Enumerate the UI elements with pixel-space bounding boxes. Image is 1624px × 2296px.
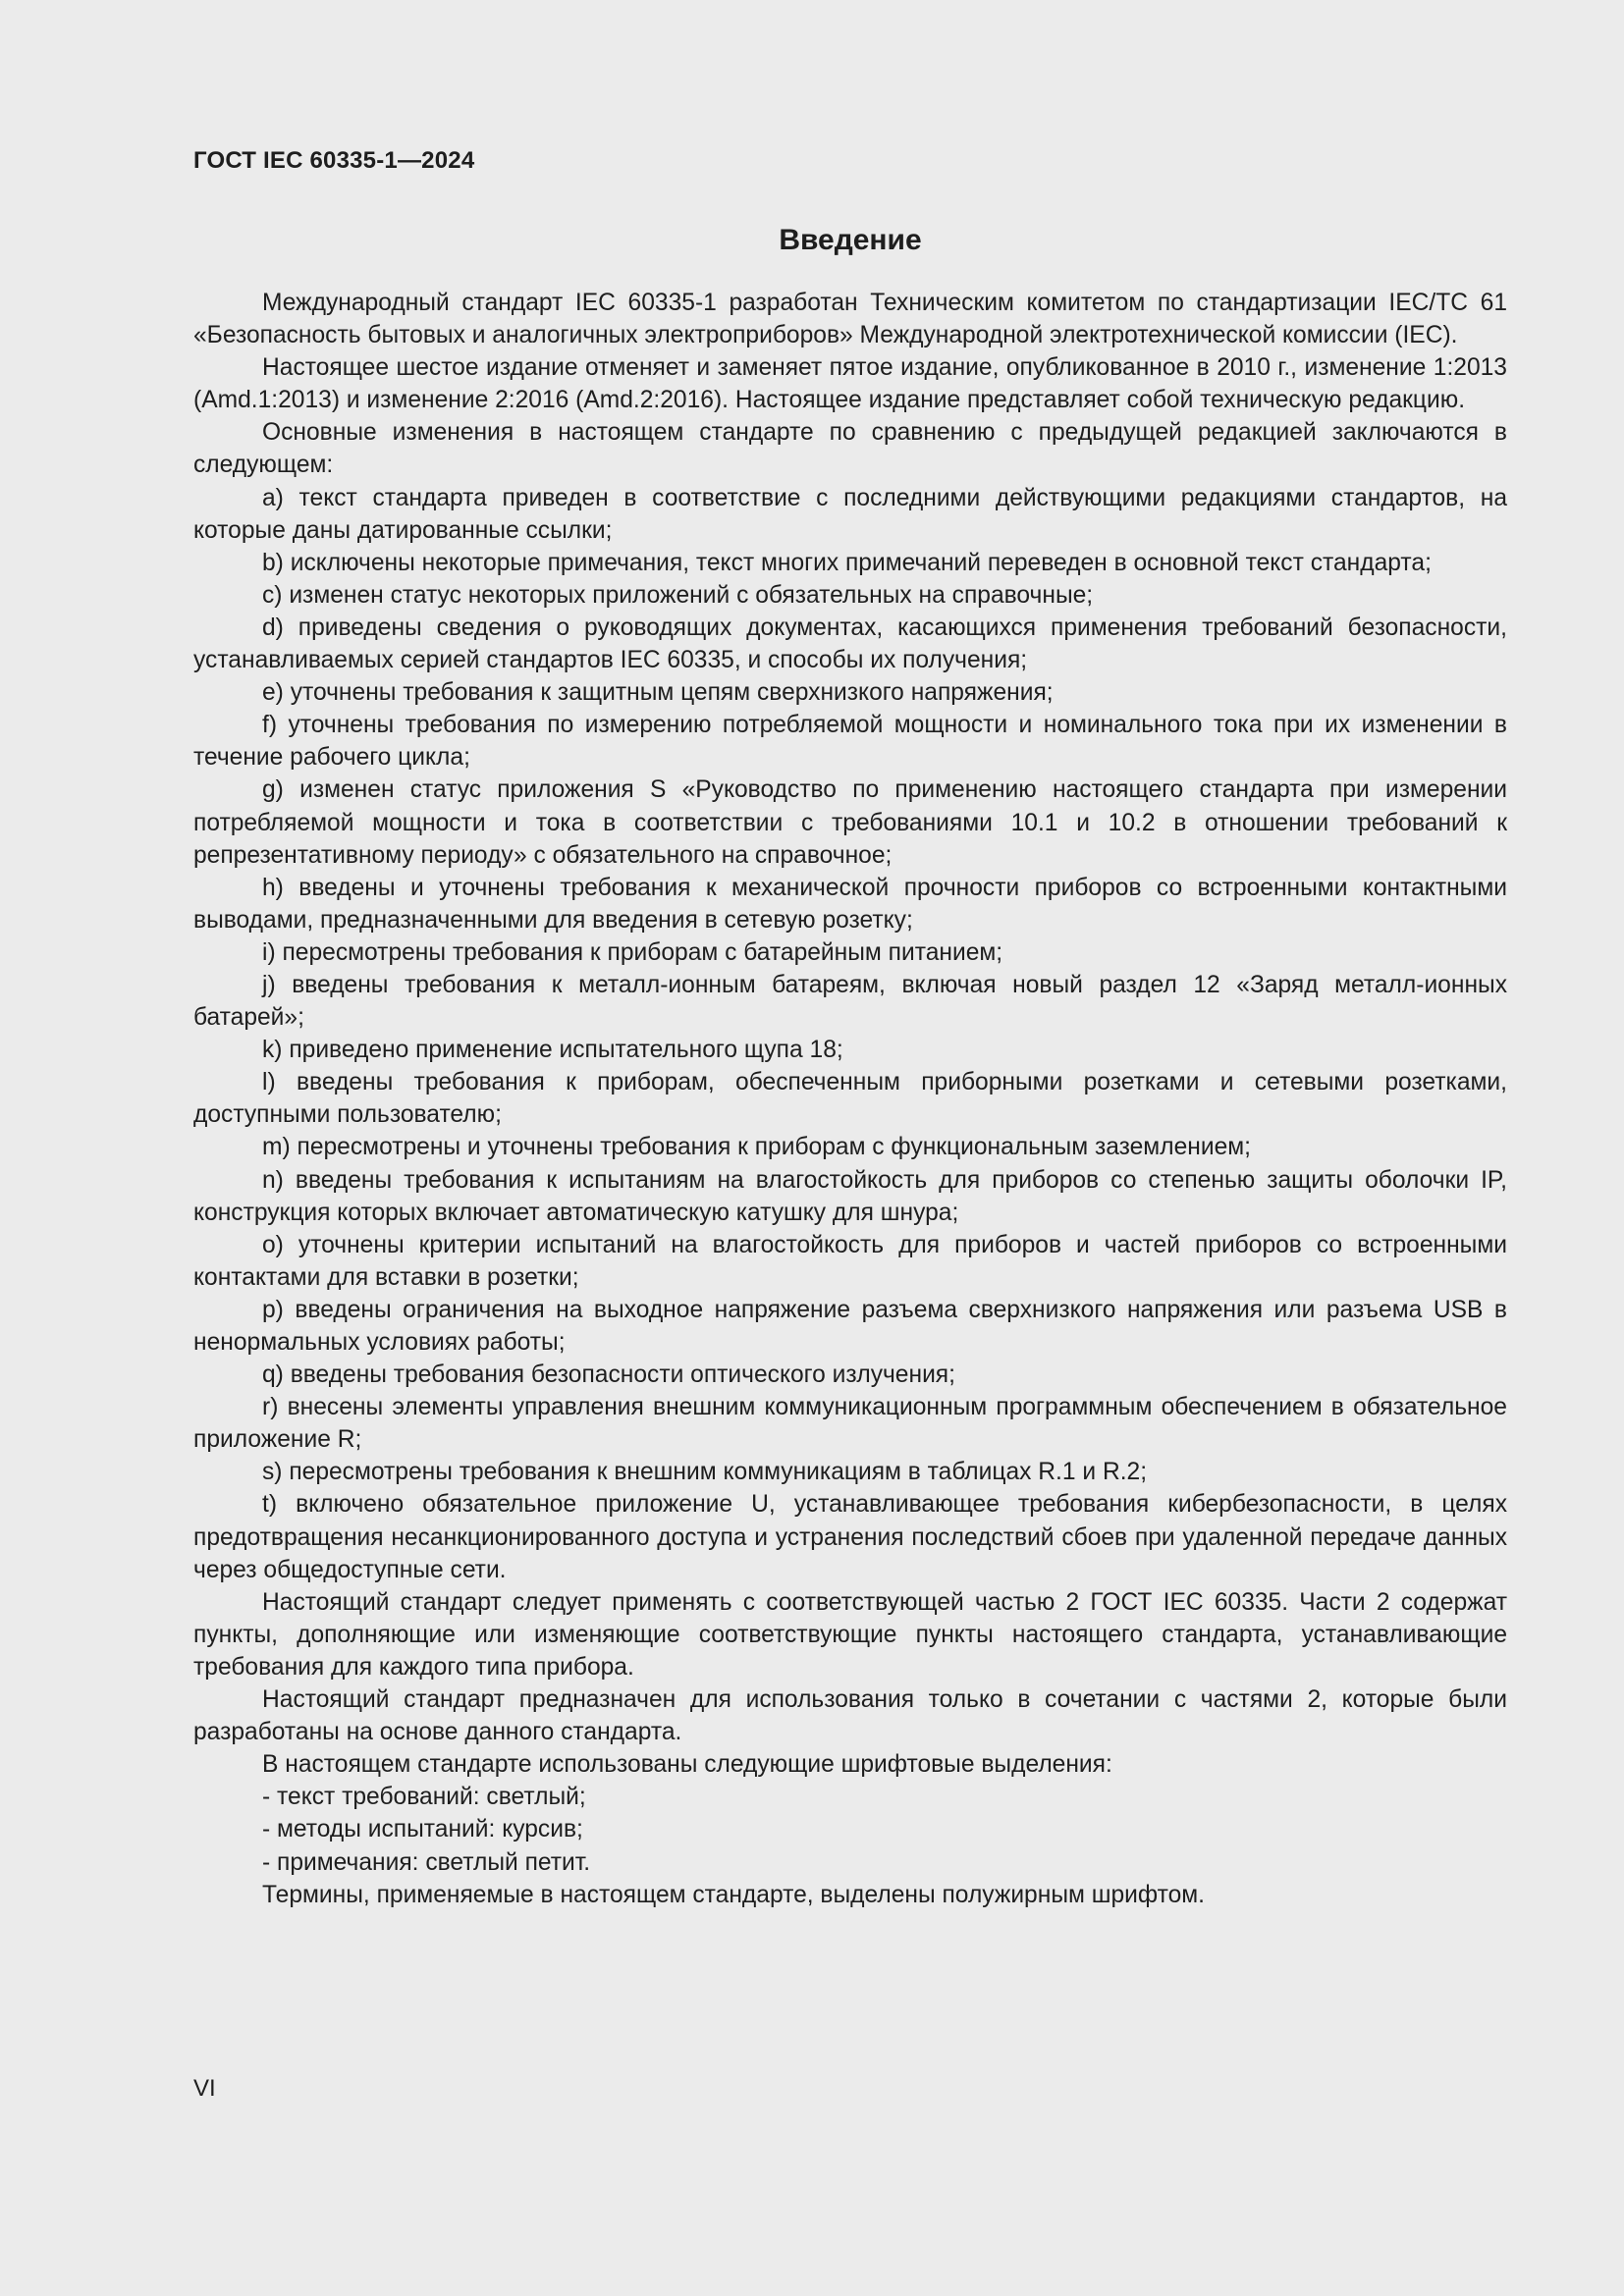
paragraph: Термины, применяемые в настоящем стандарте, выделены полужирным шрифтом. — [262, 1881, 1205, 1908]
list-item: s) пересмотрены требования к внешним коммуникациям в таблицах R.1 и R.2; — [262, 1459, 1148, 1486]
list-item: h) введены и уточнены требования к механической прочности приборов со встроенными контактными выводами, предназначенными для введения в сетевую розетку; — [193, 874, 1507, 934]
paragraph: Настоящий стандарт предназначен для использования только в сочетании с частями 2, которые были разработаны на основе данного стандарта. — [193, 1686, 1507, 1746]
list-item: t) включено обязательное приложение U, устанавливающее требования кибербезопасности, в целях предотвращения несанкционированного доступа и устранения последствий сбоев при удаленной передаче данных через общедоступные сети. — [193, 1491, 1507, 1583]
list-item: g) изменен статус приложения S «Руководство по применению настоящего стандарта при измерении потребляемой мощности и тока в соответствии с требованиями 10.1 и 10.2 в отношении требований к репрезентативному периоду» с обязательного на справочное; — [193, 776, 1507, 869]
introduction-body — [193, 287, 1507, 1911]
list-item: f) уточнены требования по измерению потребляемой мощности и номинального тока при их изменении в течение рабочего цикла; — [193, 712, 1507, 772]
paragraph: Настоящий стандарт следует применять с соответствующей частью 2 ГОСТ IEC 60335. Части 2 содержат пункты, дополняющие или изменяющие соответствующие пункты настоящего стандарта, устанавливающие требования для каждого типа прибора. — [193, 1588, 1507, 1681]
list-item: l) введены требования к приборам, обеспеченным приборными розетками и сетевыми розетками, доступными пользователю; — [193, 1069, 1507, 1129]
list-item: i) пересмотрены требования к приборам с батарейным питанием; — [262, 938, 1003, 966]
page-number: VI — [193, 2075, 216, 2102]
paragraph: Основные изменения в настоящем стандарте по сравнению с предыдущей редакцией заключаются в следующем: — [193, 419, 1507, 479]
list-item: q) введены требования безопасности оптического излучения; — [262, 1362, 955, 1389]
list-item: d) приведены сведения о руководящих документах, касающихся применения требований безопасности, устанавливаемых серией стандартов IEC 60335, и способы их получения; — [193, 614, 1507, 674]
list-item: j) введены требования к металл-ионным батареям, включая новый раздел 12 «Заряд металл-ионных батарей»; — [193, 971, 1507, 1032]
paragraph: Международный стандарт IEC 60335-1 разработан Техническим комитетом по стандартизации IEC/TC 61 «Безопасность бытовых и аналогичных электроприборов» Международной электротехнической комиссии (IEC). — [193, 290, 1507, 349]
list-item: n) введены требования к испытаниям на влагостойкость для приборов со степенью защиты оболочки IP, конструкция которых включает автоматическую катушку для шнура; — [193, 1166, 1507, 1226]
paragraph: Настоящее шестое издание отменяет и заменяет пятое издание, опубликованное в 2010 г., изменение 1:2013 (Amd.1:2013) и изменение 2:2016 (Amd.2:2016). Настоящее издание представляет собой техническую редакцию. — [193, 354, 1507, 414]
paragraph: В настоящем стандарте использованы следующие шрифтовые выделения: — [262, 1751, 1112, 1779]
list-item: e) уточнены требования к защитным цепям сверхнизкого напряжения; — [262, 679, 1054, 707]
list-item: m) пересмотрены и уточнены требования к приборам с функциональным заземлением; — [262, 1134, 1251, 1161]
list-item: c) изменен статус некоторых приложений с обязательных на справочные; — [262, 581, 1094, 609]
list-item: k) приведено применение испытательного щупа 18; — [262, 1037, 843, 1064]
list-item: - примечания: светлый петит. — [262, 1848, 591, 1876]
list-item: - методы испытаний: курсив; — [262, 1816, 583, 1843]
list-item: o) уточнены критерии испытаний на влагостойкость для приборов и частей приборов со встроенными контактами для вставки в розетки; — [193, 1231, 1507, 1291]
section-title: Введение — [779, 224, 922, 256]
list-item: r) внесены элементы управления внешним коммуникационным программным обеспечением в обязательное приложение R; — [193, 1394, 1507, 1454]
list-item: b) исключены некоторые примечания, текст многих примечаний переведен в основной текст стандарта; — [262, 549, 1432, 576]
list-item: a) текст стандарта приведен в соответствие с последними действующими редакциями стандартов, на которые даны датированные ссылки; — [193, 484, 1507, 544]
document-code-header: ГОСТ IEC 60335-1—2024 — [193, 147, 475, 174]
list-item: - текст требований: светлый; — [262, 1784, 586, 1811]
list-item: p) введены ограничения на выходное напряжение разъема сверхнизкого напряжения или разъема USB в ненормальных условиях работы; — [193, 1296, 1507, 1356]
